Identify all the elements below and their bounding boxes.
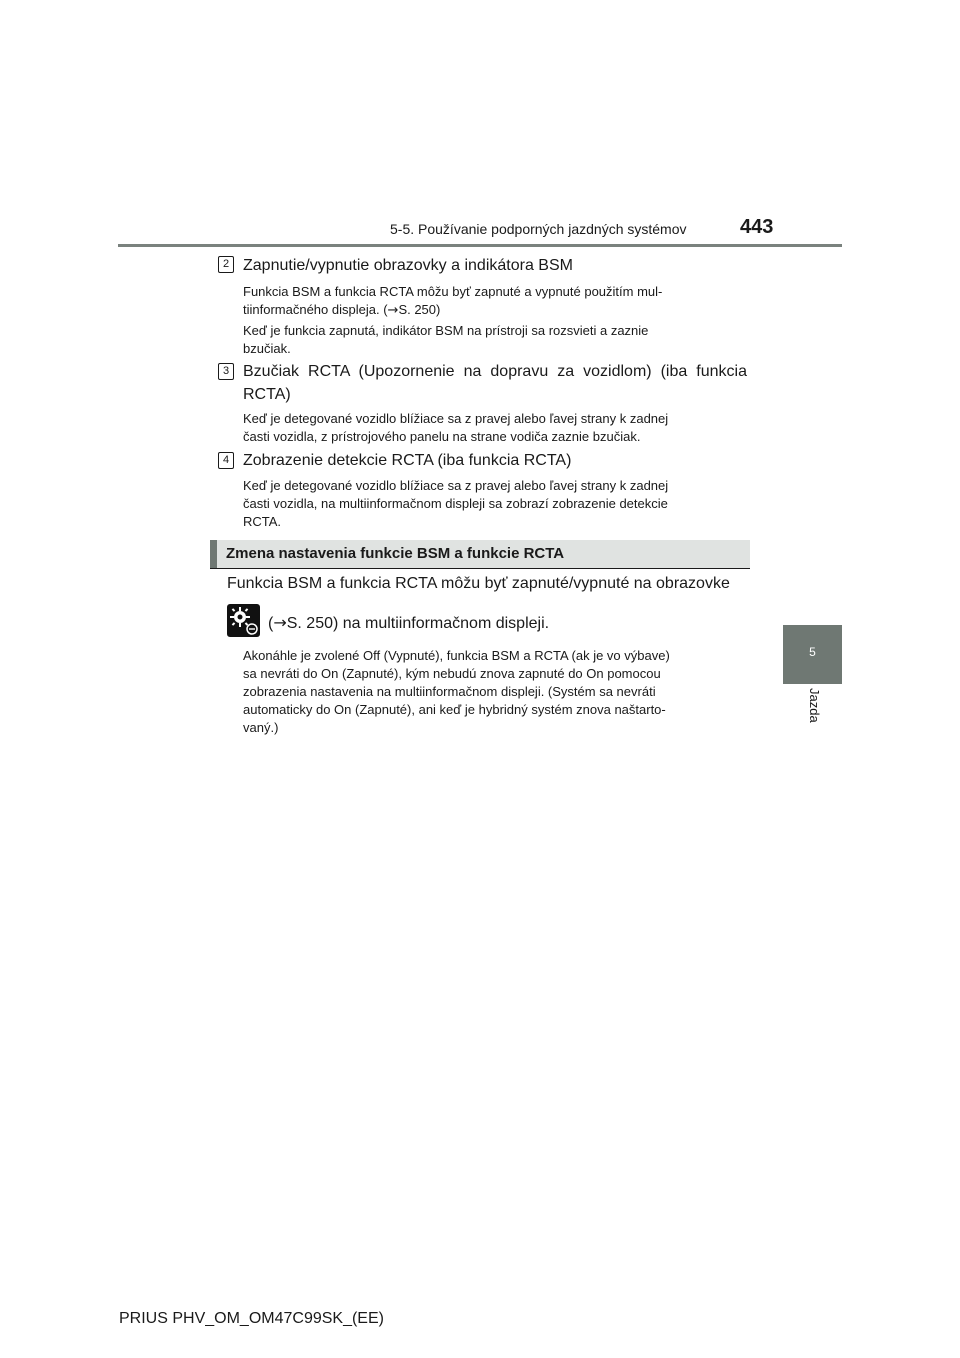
item-paragraph	[243, 410, 745, 446]
item-badge-3: 3	[218, 363, 234, 380]
heading-line: Zobrazenie detekcie RCTA (iba funkcia RCTA)	[243, 452, 572, 469]
heading-line: Zapnutie/vypnutie obrazovky a indikátora BSM	[243, 257, 573, 274]
paragraph-line: automaticky do On (Zapnuté), ani keď je hybridný systém znova naštarto-	[243, 702, 666, 717]
page-number: 443	[740, 216, 774, 238]
paragraph-line: bzučiak.	[243, 341, 291, 356]
section-note	[243, 647, 745, 737]
subsection-title: Zmena nastavenia funkcie BSM a funkcie RCTA	[226, 545, 565, 562]
paragraph-line: časti vozidla, na multiinformačnom displeji sa zobrazí zobrazenie detekcie	[243, 496, 668, 511]
chapter-label: Jazda	[807, 688, 822, 723]
section-body-line	[268, 612, 549, 635]
item-badge-2: 2	[218, 256, 234, 273]
arrow-right-icon: →	[387, 303, 399, 318]
paragraph-line: časti vozidla, z prístrojového panelu na strane vodiča zaznie bzučiak.	[243, 429, 641, 444]
item-paragraph	[243, 322, 745, 358]
chapter-tab	[783, 625, 842, 684]
paragraph-text: tiinformačného displeja. (	[243, 302, 388, 317]
paragraph-line: Akonáhle je zvolené Off (Vypnuté), funkcia BSM a RCTA (ak je vo výbave)	[243, 648, 670, 663]
page-reference-link[interactable]: S. 250)	[398, 302, 441, 317]
heading-line: Bzučiak RCTA (Upozornenie na dopravu za vozidlom) (iba funkcia	[243, 363, 747, 380]
paragraph-line: sa nevráti do On (Zapnuté), kým nebudú znova zapnuté do On pomocou	[243, 666, 661, 681]
paragraph-line: Keď je detegované vozidlo blížiace sa z pravej alebo ľavej strany k zadnej	[243, 478, 669, 493]
chapter-number: 5	[809, 645, 816, 659]
paragraph-line: zobrazenia nastavenia na multiinformačnom displeji. (Systém sa nevráti	[243, 684, 656, 699]
section-body-line: Funkcia BSM a funkcia RCTA môžu byť zapnuté/vypnuté na obrazovke	[227, 575, 730, 592]
body-text: (	[268, 615, 274, 632]
paragraph-line: RCTA.	[243, 514, 282, 529]
item-heading-4	[243, 449, 747, 472]
arrow-right-icon: →	[273, 613, 287, 632]
paragraph-line: Keď je detegované vozidlo blížiace sa z pravej alebo ľavej strany k zadnej	[243, 411, 669, 426]
header-rule	[118, 244, 842, 247]
item-heading-2	[243, 254, 747, 277]
item-badge-4: 4	[218, 452, 234, 469]
heading-line: RCTA)	[243, 386, 291, 403]
subsection-header	[210, 540, 750, 569]
item-paragraph	[243, 477, 745, 531]
paragraph-line: vaný.)	[243, 720, 279, 735]
paragraph-line: Funkcia BSM a funkcia RCTA môžu byť zapnuté a vypnuté použitím mul-	[243, 284, 663, 299]
settings-gear-icon	[227, 604, 260, 637]
running-header-section: 5-5. Používanie podporných jazdných systémov	[390, 221, 687, 237]
paragraph-line: Keď je funkcia zapnutá, indikátor BSM na prístroji sa rozsvieti a zaznie	[243, 323, 649, 338]
item-paragraph	[243, 283, 745, 320]
item-heading-3	[243, 360, 747, 406]
paragraph-line	[243, 301, 745, 320]
subsection-accent-bar	[210, 540, 217, 568]
page-reference-link[interactable]: S. 250) na multiinformačnom displeji.	[286, 615, 550, 632]
document-code: PRIUS PHV_OM_OM47C99SK_(EE)	[119, 1310, 384, 1327]
